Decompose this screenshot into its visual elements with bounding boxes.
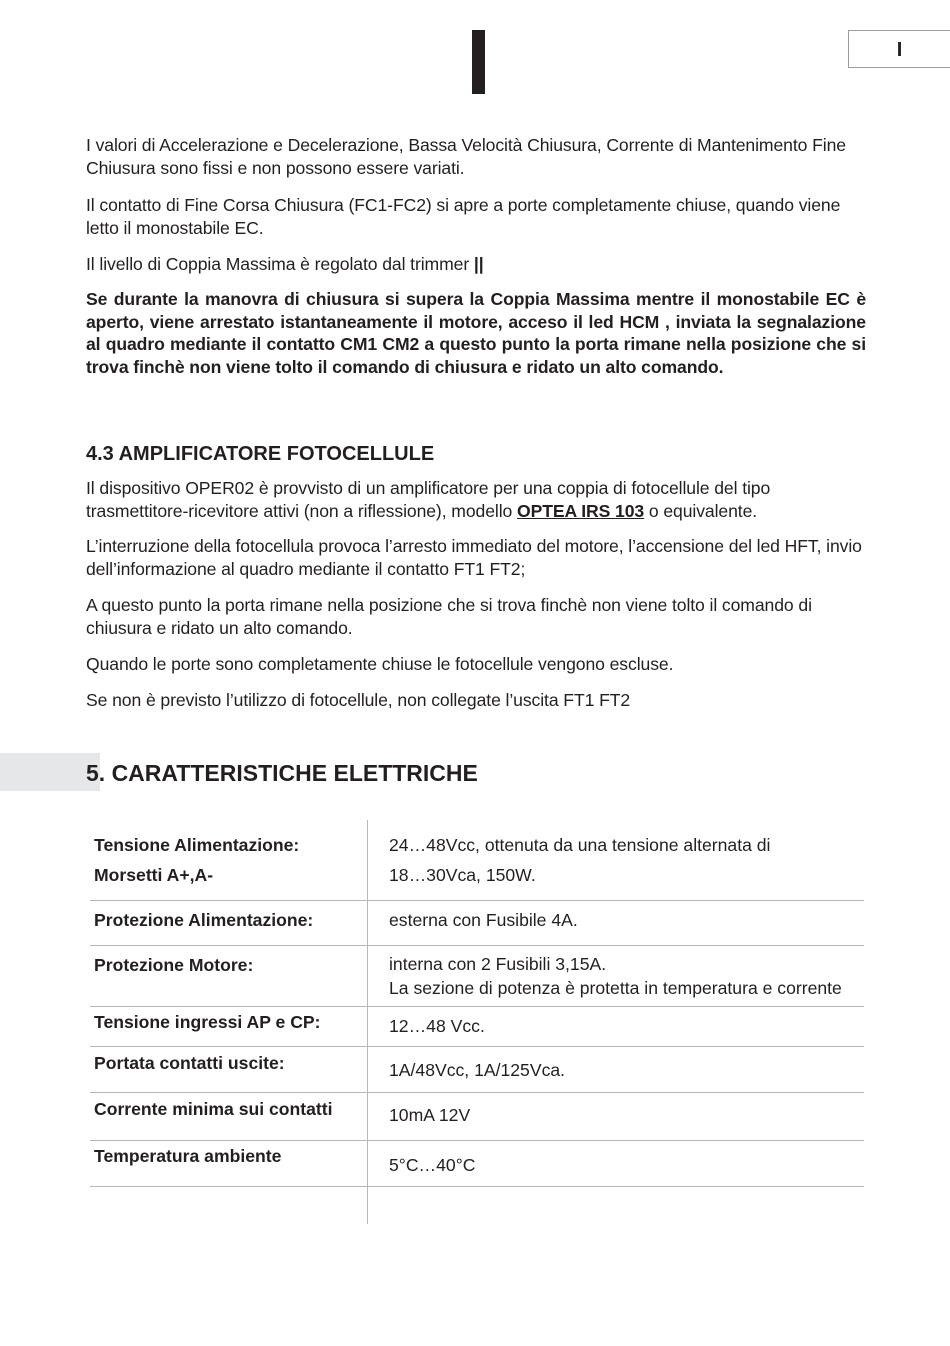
paragraph-fixed-values: I valori di Accelerazione e Decelerazione, Bassa Velocità Chiusura, Corrente di Mantenimento Fine Chiusura sono fissi e non possono essere variati. bbox=[86, 135, 846, 178]
spec-label: Portata contatti uscite: bbox=[94, 1053, 285, 1073]
paragraph-amplifier bbox=[86, 477, 866, 522]
table-row bbox=[90, 820, 864, 901]
spec-value: 24…48Vcc, ottenuta da una tensione alternata di 18…30Vca, 150W. bbox=[389, 835, 771, 885]
spec-value: 5°C…40°C bbox=[389, 1155, 476, 1175]
table-row bbox=[90, 1093, 864, 1141]
spec-value: 10mA 12V bbox=[389, 1105, 471, 1125]
paragraph-photocell-interrupt: L’interruzione della fotocellula provoca l’arresto immediato del motore, l’accensione del led HFT, invio dell’informazione al quadro mediante il contatto FT1 FT2; bbox=[86, 536, 862, 579]
spec-label: Tensione ingressi AP e CP: bbox=[94, 1012, 321, 1032]
spec-label: Temperatura ambiente bbox=[94, 1146, 282, 1166]
paragraph-torque-warning: Se durante la manovra di chiusura si supera la Coppia Massima mentre il monostabile EC è aperto, viene arrestato istantaneamente il motore, acceso il led HCM , inviata la segnalazione al quadro mediante il contatto CM1 CM2 a questo punto la porta rimane nella posizione che si trova finchè non viene tolto il comando di chiusura e ridato un alto comando. bbox=[86, 289, 866, 377]
paragraph-photocells-excluded: Quando le porte sono completamente chiuse le fotocellule vengono escluse. bbox=[86, 654, 674, 674]
section-4-3-title: 4.3 AMPLIFICATORE FOTOCELLULE bbox=[86, 443, 435, 465]
table-row bbox=[90, 1141, 864, 1187]
spec-value: esterna con Fusibile 4A. bbox=[389, 910, 578, 930]
max-torque-text: Il livello di Coppia Massima è regolato dal trimmer bbox=[86, 254, 474, 274]
spec-value: 1A/48Vcc, 1A/125Vca. bbox=[389, 1060, 566, 1080]
column-divider bbox=[367, 820, 368, 1224]
table-row bbox=[90, 901, 864, 946]
trimmer-symbol: || bbox=[473, 254, 484, 274]
table-row bbox=[90, 1007, 864, 1047]
model-name: OPTEA IRS 103 bbox=[516, 500, 645, 521]
electrical-specs-table bbox=[90, 820, 864, 1224]
page-tab bbox=[848, 30, 950, 68]
table-row bbox=[90, 946, 864, 1007]
section-letter-mark bbox=[472, 30, 485, 94]
spec-value: interna con 2 Fusibili 3,15A. La sezione di potenza è protetta in temperatura e corrente bbox=[389, 954, 842, 998]
paragraph-max-torque bbox=[86, 253, 866, 276]
section-5-title: 5. CARATTERISTICHE ELETTRICHE bbox=[86, 760, 478, 786]
paragraph-door-position: A questo punto la porta rimane nella posizione che si trova finchè non viene tolto il comando di chiusura e ridato un alto comando. bbox=[86, 595, 812, 638]
amplifier-text-after: o equivalente. bbox=[644, 500, 758, 521]
table-row bbox=[90, 1047, 864, 1093]
spec-label: Protezione Alimentazione: bbox=[94, 910, 314, 930]
spec-label: Protezione Motore: bbox=[94, 955, 254, 975]
spec-label: Tensione Alimentazione: Morsetti A+,A- bbox=[94, 835, 300, 885]
section-band bbox=[0, 753, 100, 791]
paragraph-no-photocells: Se non è previsto l’utilizzo di fotocellule, non collegate l’uscita FT1 FT2 bbox=[86, 690, 631, 710]
spec-value: 12…48 Vcc. bbox=[389, 1016, 485, 1036]
page-tab-label: I bbox=[896, 39, 903, 61]
paragraph-limit-switch: Il contatto di Fine Corsa Chiusura (FC1-FC2) si apre a porte completamente chiuse, quando viene letto il monostabile EC. bbox=[86, 195, 841, 238]
spec-label: Corrente minima sui contatti bbox=[94, 1099, 333, 1119]
amplifier-text-before: Il dispositivo OPER02 è provvisto di un amplificatore per una coppia di fotocellule del tipo trasmettitore-ricevitore attivi (non a riflessione), modello bbox=[86, 478, 771, 521]
